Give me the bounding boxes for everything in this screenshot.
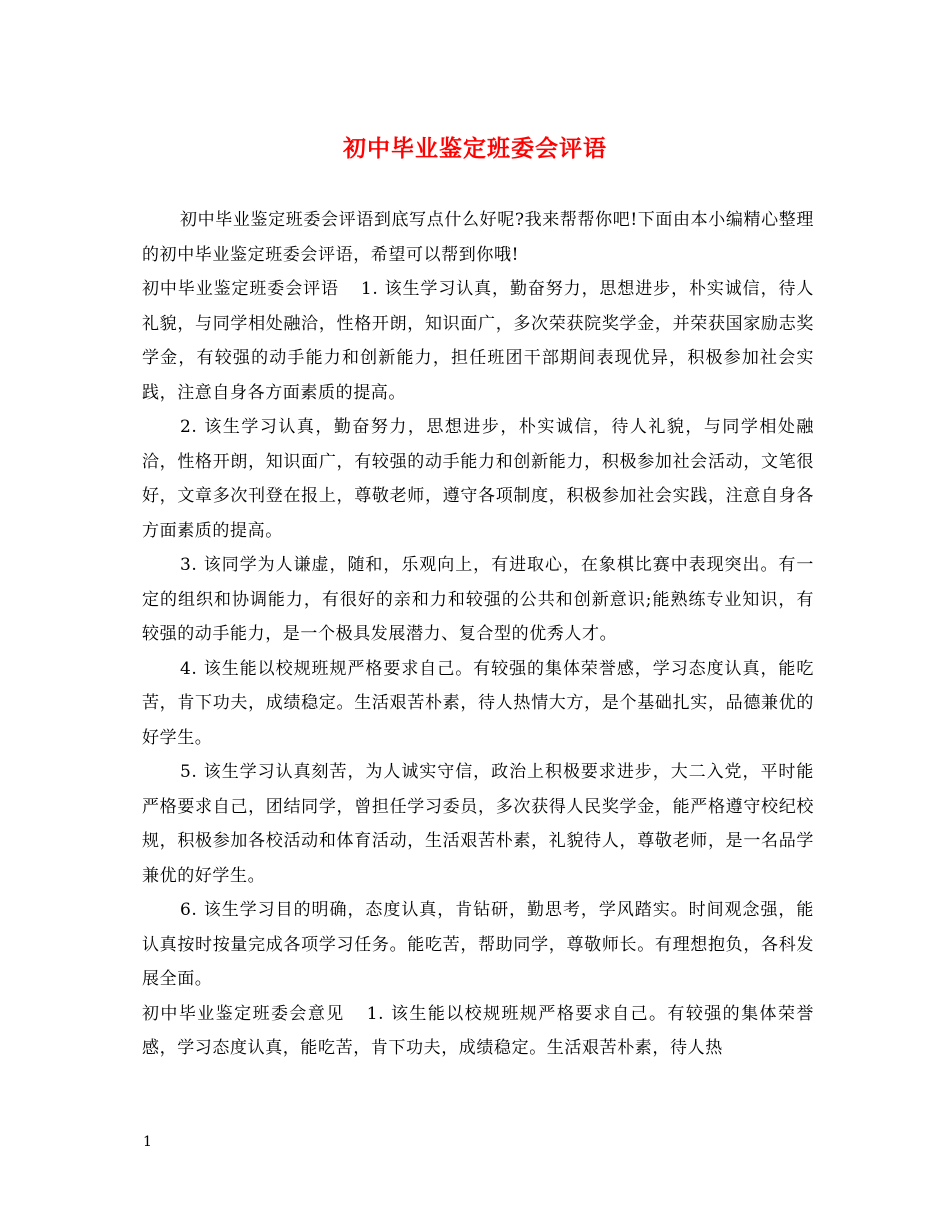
evaluation-item-3: 3. 该同学为人谦虚，随和，乐观向上，有进取心，在象棋比赛中表现突出。有一定的组织和协调能力，有很好的亲和力和较强的公共和创新意识;能熟练专业知识，有较强的动手能力，是一个极具发展潜力、复合型的优秀人才。 — [142, 555, 814, 644]
document-body — [142, 203, 814, 1066]
section-1-paragraph — [142, 272, 814, 410]
section-1-item-1: 1. 该生学习认真，勤奋努力，思想进步，朴实诚信，待人礼貌，与同学相处融洽，性格开朗，知识面广，多次荣获院奖学金，并荣获国家励志奖学金，有较强的动手能力和创新能力，担任班团干部期间表现优异，积极参加社会实践，注意自身各方面素质的提高。 — [142, 279, 814, 403]
intro-paragraph: 初中毕业鉴定班委会评语到底写点什么好呢?我来帮帮你吧!下面由本小编精心整理的初中毕业鉴定班委会评语，希望可以帮到你哦! — [142, 210, 814, 265]
section-1-heading: 初中毕业鉴定班委会评语 — [142, 279, 339, 299]
section-2-paragraph — [142, 997, 814, 1066]
section-2-item-1: 1. 该生能以校规班规严格要求自己。有较强的集体荣誉感，学习态度认真，能吃苦，肯下功夫，成绩稳定。生活艰苦朴素，待人热 — [142, 1003, 814, 1058]
document-title: 初中毕业鉴定班委会评语 — [343, 135, 607, 162]
evaluation-item-5: 5. 该生学习认真刻苦，为人诚实守信，政治上积极要求进步，大二入党，平时能严格要求自己，团结同学，曾担任学习委员，多次获得人民奖学金，能严格遵守校纪校规，积极参加各校活动和体育活动，生活艰苦朴素，礼貌待人，尊敬老师，是一名品学兼优的好学生。 — [142, 762, 814, 886]
evaluation-item-4: 4. 该生能以校规班规严格要求自己。有较强的集体荣誉感，学习态度认真，能吃苦，肯下功夫，成绩稳定。生活艰苦朴素，待人热情大方，是个基础扎实，品德兼优的好学生。 — [142, 658, 814, 748]
evaluation-item-6: 6. 该生学习目的明确，态度认真，肯钻研，勤思考，学风踏实。时间观念强，能认真按时按量完成各项学习任务。能吃苦，帮助同学，尊敬师长。有理想抱负，各科发展全面。 — [142, 900, 814, 989]
evaluation-item-2: 2. 该生学习认真，勤奋努力，思想进步，朴实诚信，待人礼貌，与同学相处融洽，性格开朗，知识面广，有较强的动手能力和创新能力，积极参加社会活动，文笔很好，文章多次刊登在报上，尊敬老师，遵守各项制度，积极参加社会实践，注意自身各方面素质的提高。 — [142, 417, 814, 541]
page-number: 1 — [143, 1134, 152, 1150]
section-2-heading: 初中毕业鉴定班委会意见 — [142, 1003, 345, 1024]
